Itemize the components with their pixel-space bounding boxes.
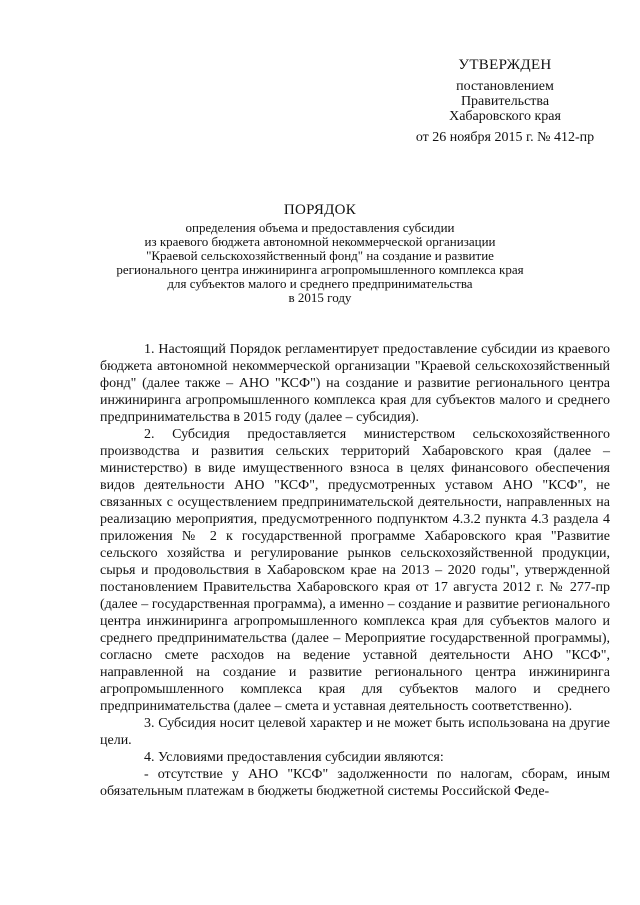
paragraph: 4. Условиями предоставления субсидии являются: <box>144 750 444 765</box>
approval-date: от 26 ноября 2015 г. № 412-пр <box>415 130 595 145</box>
approval-line: постановлением <box>456 79 554 94</box>
subtitle-line: регионального центра инжиниринга агропромышленного комплекса края <box>116 262 524 277</box>
approval-line: Правительства <box>460 94 550 109</box>
subtitle-line: "Краевой сельскохозяйственный фонд" на создание и развитие <box>146 248 494 263</box>
approval-line: Хабаровского края <box>449 109 561 124</box>
approval-block <box>395 58 615 145</box>
subtitle-line: из краевого бюджета автономной некоммерческой организации <box>144 234 496 249</box>
paragraph: 3. Субсидия носит целевой характер и не может быть использована на другие цели. <box>100 716 610 748</box>
approval-title: УТВЕРЖДЕН <box>458 57 552 73</box>
document-body <box>100 341 610 800</box>
subtitle-line: определения объема и предоставления субсидии <box>185 220 455 235</box>
subtitle-line: для субъектов малого и среднего предпринимательства <box>167 276 473 291</box>
paragraph: - отсутствие у АНО "КСФ" задолженности по налогам, сборам, иным обязательным платежам в бюджеты бюджетной системы Российской Феде- <box>100 767 610 799</box>
paragraph: 1. Настоящий Порядок регламентирует предоставление субсидии из краевого бюджета автономной некоммерческой организации "Краевой сельскохозяйственный фонд" (далее также – АНО "КСФ") на создание и развитие регионального центра инжиниринга агропромышленного комплекса края для субъектов малого и среднего предпринимательства в 2015 году (далее – субсидия). <box>100 342 610 425</box>
document-subtitle <box>90 221 550 305</box>
subtitle-line: в 2015 году <box>288 290 352 305</box>
paragraph: 2. Субсидия предоставляется министерством сельскохозяйственного производства и развития сельских территорий Хабаровского края (далее – министерство) в виде имущественного взноса в целях финансового обеспечения видов деятельности АНО "КСФ", предусмотренных уставом АНО "КСФ", не связанных с осуществлением предпринимательской деятельности, направленных на реализацию мероприятия, предусмотренного подпунктом 4.3.2 пункта 4.3 раздела 4 приложения № 2 к государственной программе Хабаровского края "Развитие сельского хозяйства и регулирование рынков сельскохозяйственной продукции, сырья и продовольствия в Хабаровском крае на 2013 – 2020 годы", утвержденной постановлением Правительства Хабаровского края от 17 августа 2012 г. № 277-пр (далее – государственная программа), а именно – создание и развитие регионального центра инжиниринга агропромышленного комплекса края для субъектов малого и среднего предпринимательства (далее – Мероприятие государственной программы), согласно смете расходов на ведение уставной деятельности АНО "КСФ", направленной на создание и развитие регионального центра инжиниринга агропромышленного комплекса края для субъектов малого и среднего предпринимательства (далее – смета и уставная деятельность соответственно). <box>100 427 610 714</box>
document-title: ПОРЯДОК <box>283 202 357 218</box>
